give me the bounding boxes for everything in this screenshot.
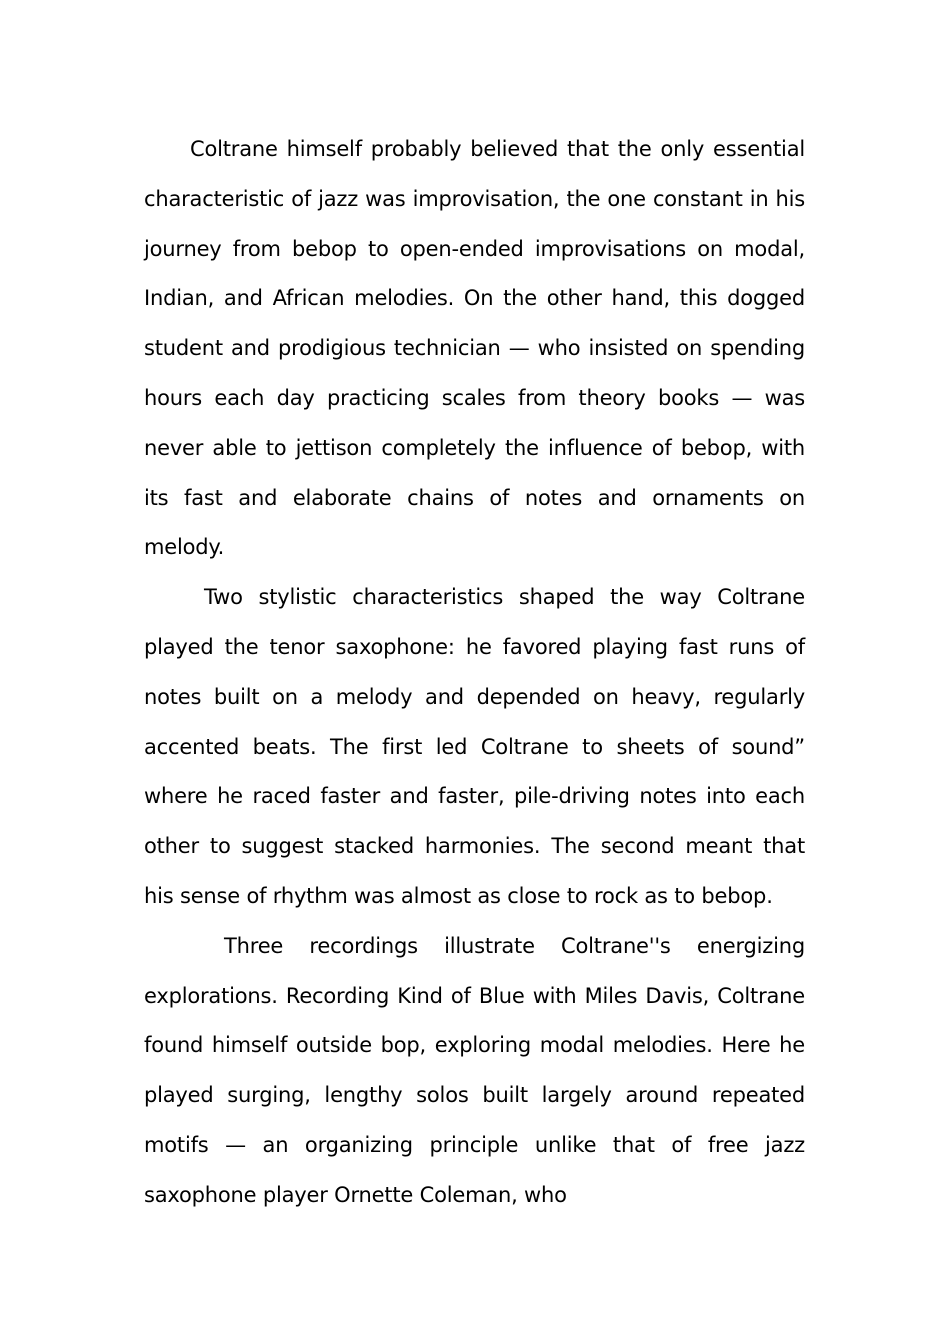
paragraph-1: Coltrane himself probably believed that the only essential characteristic of jazz was improvisation, the one constant in his journey from bebop to open-ended improvisations on modal, Indian, and African melodies. On the other hand, this dogged student and prodigious technician — who insisted on spending hours each day practicing scales from theory books — was never able to jettison completely the influence of bebop, with its fast and elaborate chains of notes and ornaments on melody. xyxy=(144,137,805,560)
paragraph-3: Three recordings illustrate Coltrane''s energizing explorations. Recording Kind of Blue with Miles Davis, Coltrane found himself outside bop, exploring modal melodies. Here he played surging, lengthy solos built largely around repeated motifs — an organizing principle unlike that of free jazz saxophone player Ornette Coleman, who xyxy=(144,933,805,1207)
paragraph-2: Two stylistic characteristics shaped the way Coltrane played the tenor saxophone: he favored playing fast runs of notes built on a melody and depended on heavy, regularly accented beats. The first led Coltrane to sheets of sound” where he raced faster and faster, pile-driving notes into each other to suggest stacked harmonies. The second meant that his sense of rhythm was almost as close to rock as to bebop. xyxy=(144,585,805,908)
body-text xyxy=(144,125,805,1221)
